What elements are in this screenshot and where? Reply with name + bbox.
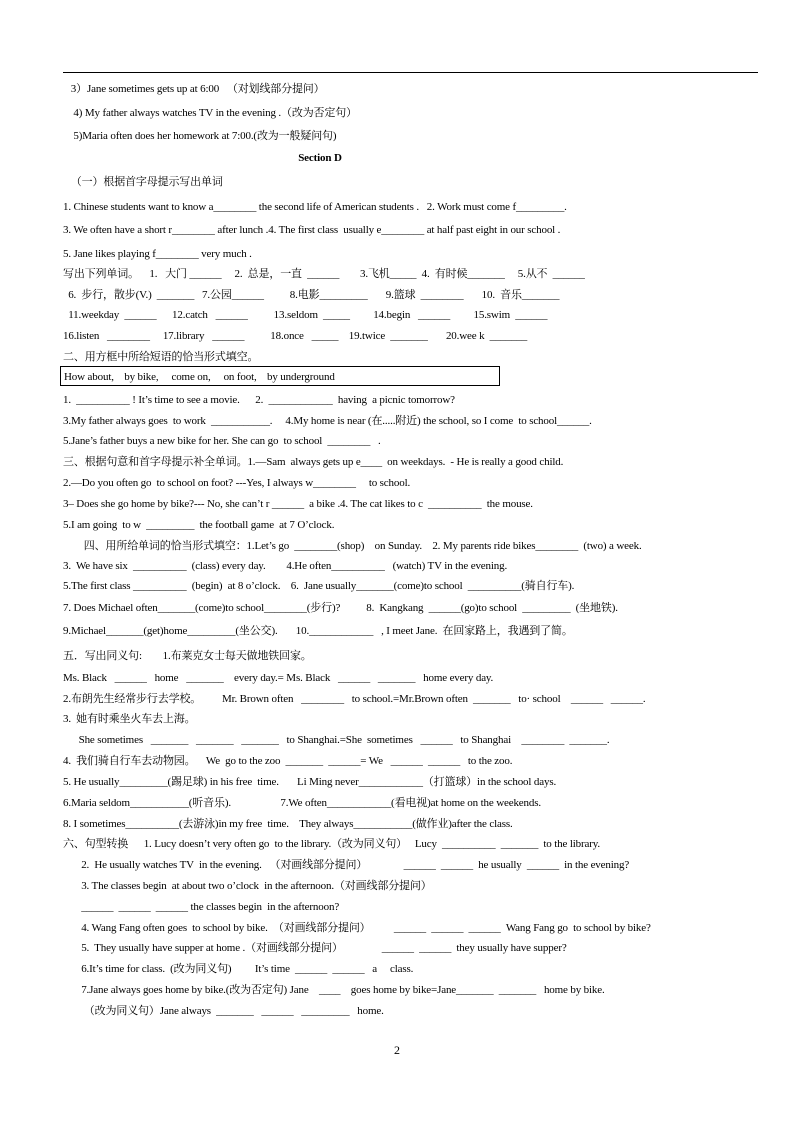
- exercise-line: 3. The classes begin at about two o’clock in the afternoon.（对画线部分提问）: [63, 880, 432, 892]
- exercise-line: 2.布朗先生经常步行去学校。 Mr. Brown often ________ to school.=Mr.Brown often _______ to· school ______ ______.: [63, 693, 646, 705]
- exercise-line: 6. 步行，散步(V.) _______ 7.公园______ 8.电影_________ 9.篮球 ________ 10. 音乐_______: [63, 289, 560, 301]
- exercise-line: 三、根据句意和首字母提示补全单词。1.—Sam always gets up e____ on weekdays. - He is really a good child.: [63, 456, 564, 468]
- exercise-line: 4. 我们骑自行车去动物园。 We go to the zoo _______ ______= We ______ ______ to the zoo.: [63, 755, 513, 767]
- exercise-line: 3）Jane sometimes gets up at 6:00 （对划线部分提问）: [63, 83, 325, 95]
- exercise-line: 7. Does Michael often_______(come)to school________(步行)? 8. Kangkang ______(go)to school _________ (坐地铁).: [63, 602, 618, 614]
- exercise-line: 5.I am going to w _________ the football game at 7 O’clock.: [63, 519, 335, 531]
- exercise-line: 5.Jane’s father buys a new bike for her. She can go to school ________ .: [63, 435, 381, 447]
- exercise-line: 五．写出同义句: 1.布莱克女士每天做地铁回家。: [63, 650, 312, 662]
- exercise-line: 9.Michael_______(get)home_________(坐公交). 10.____________ , I meet Jane. 在回家路上，我遇到了简。: [63, 625, 573, 637]
- exercise-line: 7.Jane always goes home by bike.(改为否定句) Jane ____ goes home by bike=Jane_______ _______ home by bike.: [63, 984, 605, 996]
- exercise-line: 3.My father always goes to work ___________. 4.My home is near (在.....附近) the school, so I come to school______.: [63, 415, 592, 427]
- exercise-line: She sometimes _______ _______ _______ to Shanghai.=She sometimes ______ to Shanghai ________ _______.: [63, 734, 610, 746]
- exercise-line: 8. I sometimes__________(去游泳)in my free time. They always___________(做作业)after the class.: [63, 818, 513, 830]
- exercise-line: 5. He usually_________(踢足球) in his free time. Li Ming never____________（打篮球）in the school days.: [63, 776, 557, 788]
- section-heading: Section D: [298, 152, 342, 164]
- exercise-line: 3. We often have a short r________ after lunch .4. The first class usually e________ at half past eight in our school .: [63, 224, 561, 236]
- exercise-line: 1. Chinese students want to know a________ the second life of American students . 2. Work must come f_________.: [63, 201, 567, 213]
- exercise-line: 2. He usually watches TV in the evening. （对画线部分提问） ______ ______ he usually ______ in the evening?: [63, 859, 630, 871]
- exercise-line: 3– Does she go home by bike?--- No, she can’t r ______ a bike .4. The cat likes to c __________ the mouse.: [63, 498, 533, 510]
- exercise-line: 5.The first class __________ (begin) at 8 o’clock. 6. Jane usually_______(come)to school __________(骑自行车).: [63, 580, 575, 592]
- exercise-line: ______ ______ ______ the classes begin in the afternoon?: [63, 901, 340, 913]
- phrase-box: [60, 366, 500, 386]
- exercise-line: 2.—Do you often go to school on foot? ---Yes, I always w________ to school.: [63, 477, 411, 489]
- exercise-line: 六、句型转换 1. Lucy doesn’t very often go to the library.（改为同义句） Lucy __________ _______ to the library.: [63, 838, 600, 850]
- exercise-line: 4. Wang Fang often goes to school by bike. （对画线部分提问） ______ ______ ______ Wang Fang go to school by bike?: [63, 922, 651, 934]
- exercise-line: Ms. Black ______ home _______ every day.= Ms. Black ______ _______ home every day.: [63, 672, 494, 684]
- exercise-line: 5. Jane likes playing f________ very much .: [63, 248, 252, 260]
- exercise-line: 11.weekday ______ 12.catch ______ 13.seldom _____ 14.begin ______ 15.swim ______: [63, 309, 548, 321]
- exercise-line: 16.listen ________ 17.library ______ 18.once _____ 19.twice _______ 20.wee k _______: [63, 330, 528, 342]
- exercise-line: 4) My father always watches TV in the evening .（改为否定句）: [63, 107, 357, 119]
- exercise-line: 四、用所给单词的恰当形式填空：1.Let’s go ________(shop) on Sunday. 2. My parents ride bikes________ (two) a week.: [63, 540, 642, 552]
- exercise-line: 3. We have six __________ (class) every day. 4.He often__________ (watch) TV in the evening.: [63, 560, 508, 572]
- exercise-line: 写出下列单词。 1. 大门 ______ 2. 总是，一直 ______ 3.飞机_____ 4. 有时候_______ 5.从不 ______: [63, 268, 585, 280]
- exercise-line: （改为同义句）Jane always _______ ______ _________ home.: [63, 1005, 384, 1017]
- page-number: 2: [394, 1043, 400, 1057]
- exercise-line: 5. They usually have supper at home .（对画线部分提问） ______ ______ they usually have supper?: [63, 942, 567, 954]
- exercise-line: 6.Maria seldom___________(听音乐). 7.We often____________(看电视)at home on the weekends.: [63, 797, 541, 809]
- exercise-line: 6.It’s time for class. (改为同义句) It’s time ______ ______ a class.: [63, 963, 414, 975]
- phrase-box-text: How about, by bike, come on, on foot, by underground: [64, 371, 335, 383]
- header-rule: [63, 72, 758, 73]
- exercise-line: （一）根据首字母提示写出单词: [63, 176, 223, 188]
- exercise-line: 5)Maria often does her homework at 7:00.(改为一般疑问句): [63, 130, 337, 142]
- exercise-line: 1. __________ ! It’s time to see a movie. 2. ____________ having a picnic tomorrow?: [63, 394, 455, 406]
- exercise-line: 3. 她有时乘坐火车去上海。: [63, 713, 196, 725]
- exercise-line: 二、用方框中所给短语的恰当形式填空。: [63, 351, 259, 363]
